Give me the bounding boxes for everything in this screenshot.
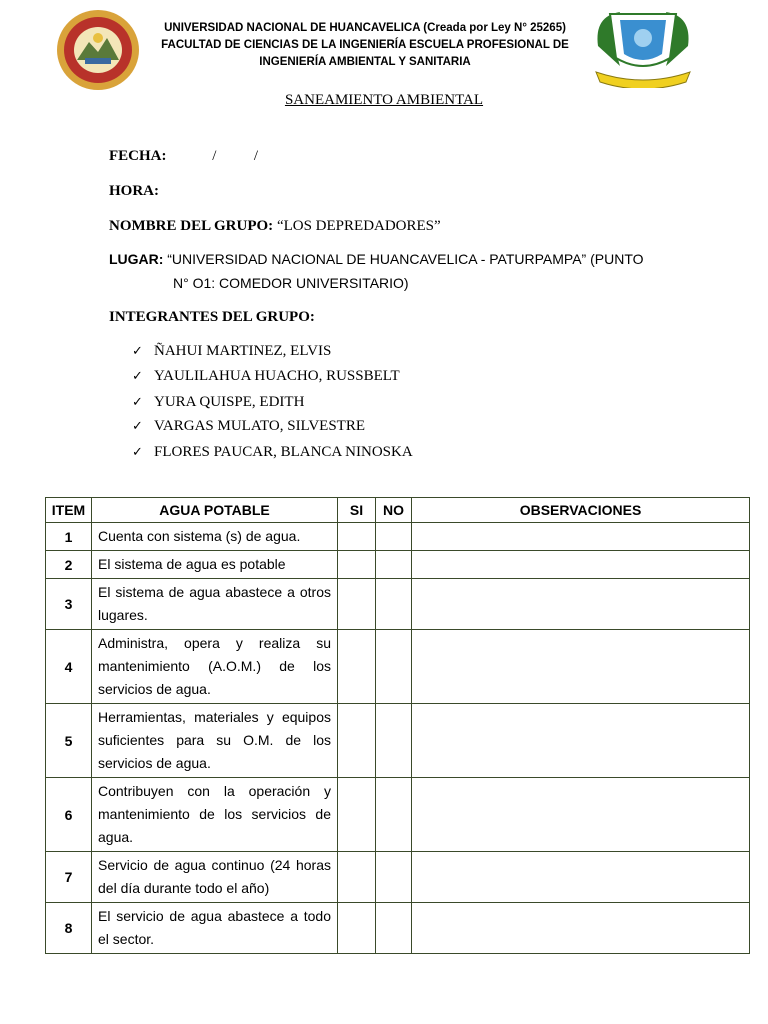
col-si-header: SI xyxy=(338,498,376,523)
item-number: 4 xyxy=(46,630,92,704)
item-description: Contribuyen con la operación y mantenimiento de los servicios de agua. xyxy=(92,778,338,852)
observaciones-cell[interactable] xyxy=(412,579,750,630)
lugar-field xyxy=(109,251,644,269)
no-cell[interactable] xyxy=(376,778,412,852)
observaciones-cell[interactable] xyxy=(412,523,750,551)
school-emblem-logo xyxy=(590,6,696,88)
item-description: Cuenta con sistema (s) de agua. xyxy=(92,523,338,551)
item-description: El servicio de agua abastece a todo el sector. xyxy=(92,903,338,954)
si-cell[interactable] xyxy=(338,778,376,852)
member-item: ✓ FLORES PAUCAR, BLANCA NINOSKA xyxy=(132,444,413,460)
no-cell[interactable] xyxy=(376,523,412,551)
fecha-value: / / xyxy=(212,148,259,164)
fecha-label: FECHA: xyxy=(109,148,167,164)
school-name: INGENIERÍA AMBIENTAL Y SANITARIA xyxy=(259,56,471,68)
no-cell[interactable] xyxy=(376,630,412,704)
item-description: Servicio de agua continuo (24 horas del día durante todo el año) xyxy=(92,852,338,903)
check-icon: ✓ xyxy=(132,445,143,460)
table-row xyxy=(46,523,750,551)
no-cell[interactable] xyxy=(376,551,412,579)
item-description: El sistema de agua es potable xyxy=(92,551,338,579)
member-item: ✓ YURA QUISPE, EDITH xyxy=(132,394,305,410)
item-number: 7 xyxy=(46,852,92,903)
check-icon: ✓ xyxy=(132,344,143,359)
item-description: El sistema de agua abastece a otros lugares. xyxy=(92,579,338,630)
hora-field xyxy=(109,183,159,200)
check-icon: ✓ xyxy=(132,395,143,410)
no-cell[interactable] xyxy=(376,852,412,903)
table-row xyxy=(46,579,750,630)
university-name: UNIVERSIDAD NACIONAL DE HUANCAVELICA (Creada por Ley N° 25265) xyxy=(164,22,566,34)
observaciones-cell[interactable] xyxy=(412,630,750,704)
observaciones-cell[interactable] xyxy=(412,852,750,903)
faculty-name: FACULTAD DE CIENCIAS DE LA INGENIERÍA ESCUELA PROFESIONAL DE xyxy=(161,39,569,51)
lugar-label: LUGAR: xyxy=(109,251,164,267)
table-row xyxy=(46,551,750,579)
item-number: 2 xyxy=(46,551,92,579)
col-agua-header: AGUA POTABLE xyxy=(92,498,338,523)
member-item: ✓ ÑAHUI MARTINEZ, ELVIS xyxy=(132,343,332,359)
item-number: 6 xyxy=(46,778,92,852)
no-cell[interactable] xyxy=(376,704,412,778)
observaciones-cell[interactable] xyxy=(412,704,750,778)
si-cell[interactable] xyxy=(338,704,376,778)
si-cell[interactable] xyxy=(338,903,376,954)
table-row xyxy=(46,704,750,778)
table-row xyxy=(46,778,750,852)
check-icon: ✓ xyxy=(132,369,143,384)
si-cell[interactable] xyxy=(338,630,376,704)
table-row xyxy=(46,903,750,954)
col-no-header: NO xyxy=(376,498,412,523)
table-row xyxy=(46,852,750,903)
table-row xyxy=(46,630,750,704)
si-cell[interactable] xyxy=(338,551,376,579)
grupo-field xyxy=(109,218,441,235)
observaciones-cell[interactable] xyxy=(412,778,750,852)
lugar-value-line2: N° O1: COMEDOR UNIVERSITARIO) xyxy=(173,275,409,291)
observaciones-cell[interactable] xyxy=(412,551,750,579)
item-description: Administra, opera y realiza su mantenimiento (A.O.M.) de los servicios de agua. xyxy=(92,630,338,704)
item-number: 3 xyxy=(46,579,92,630)
member-item: ✓ VARGAS MULATO, SILVESTRE xyxy=(132,418,366,434)
table-header-row xyxy=(46,498,750,523)
si-cell[interactable] xyxy=(338,852,376,903)
hora-label: HORA: xyxy=(109,183,159,199)
lugar-value-line1: “UNIVERSIDAD NACIONAL DE HUANCAVELICA - PATURPAMPA” (PUNTO xyxy=(167,251,644,267)
university-seal-logo xyxy=(55,8,141,92)
si-cell[interactable] xyxy=(338,579,376,630)
item-number: 5 xyxy=(46,704,92,778)
col-observaciones-header: OBSERVACIONES xyxy=(412,498,750,523)
item-number: 1 xyxy=(46,523,92,551)
item-description: Herramientas, materiales y equipos suficientes para su O.M. de los servicios de agua. xyxy=(92,704,338,778)
observaciones-cell[interactable] xyxy=(412,903,750,954)
col-item-header: ITEM xyxy=(46,498,92,523)
no-cell[interactable] xyxy=(376,579,412,630)
fecha-field xyxy=(109,148,258,165)
water-checklist-table xyxy=(45,497,750,954)
item-number: 8 xyxy=(46,903,92,954)
member-item: ✓ YAULILAHUA HUACHO, RUSSBELT xyxy=(132,368,400,384)
integrantes-label: INTEGRANTES DEL GRUPO: xyxy=(109,309,315,325)
grupo-value: “LOS DEPREDADORES” xyxy=(276,218,441,234)
si-cell[interactable] xyxy=(338,523,376,551)
grupo-label: NOMBRE DEL GRUPO: xyxy=(109,218,274,234)
no-cell[interactable] xyxy=(376,903,412,954)
check-icon: ✓ xyxy=(132,419,143,434)
document-subject: SANEAMIENTO AMBIENTAL xyxy=(284,92,484,108)
